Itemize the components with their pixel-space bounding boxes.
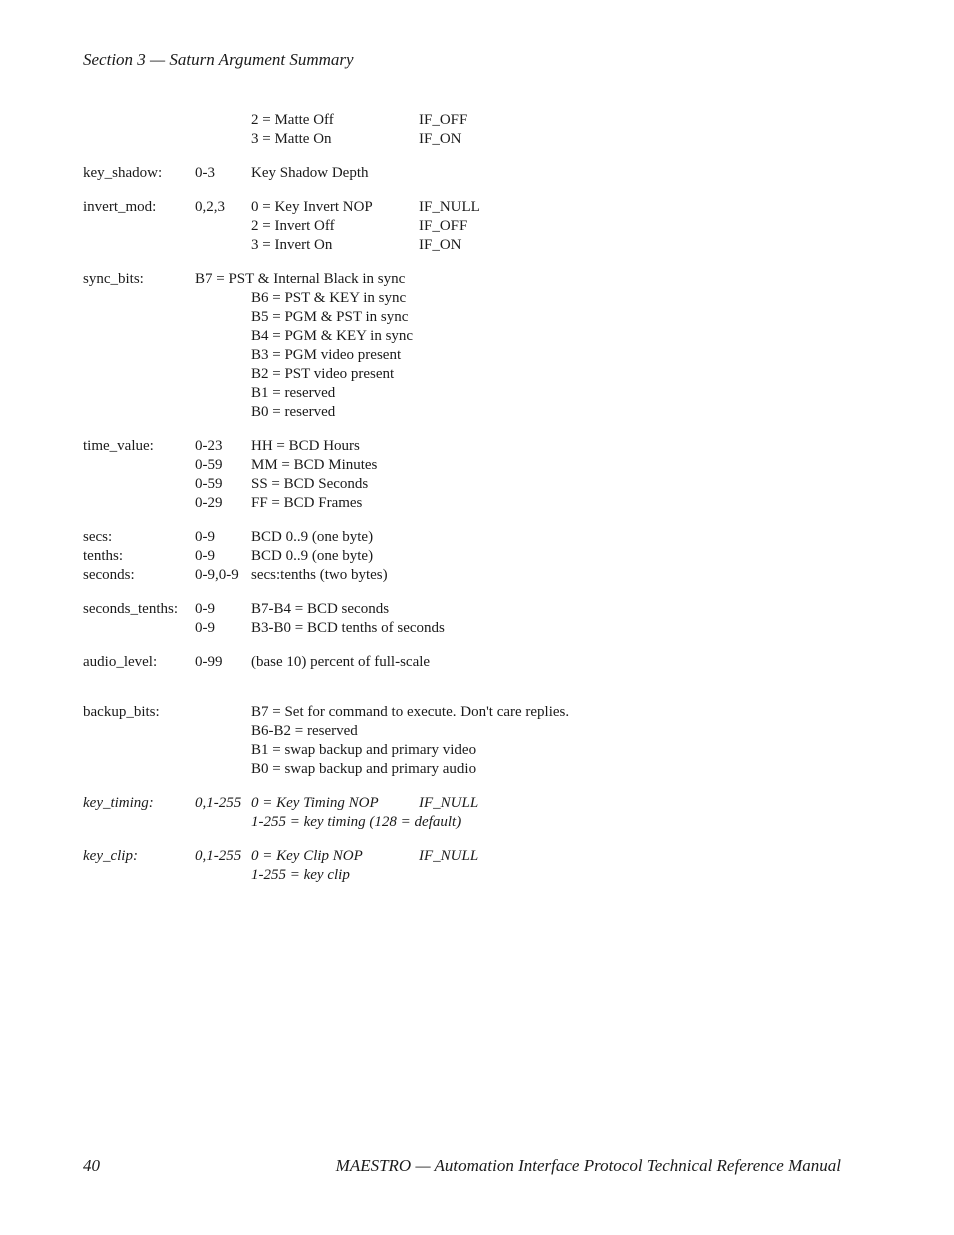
argument-description: MM = BCD Minutes [251,457,378,473]
argument-range: 0-23 [195,438,223,454]
row-spacer [83,422,783,437]
table-row [83,327,783,346]
argument-name: key_clip: [83,848,138,864]
argument-name: audio_level: [83,654,158,670]
argument-name: secs: [83,529,113,545]
argument-description: 0 = Key Invert NOP [251,199,373,215]
row-spacer [83,638,783,653]
table-row [83,600,783,619]
table-row [83,365,783,384]
argument-description: 3 = Invert On [251,237,333,253]
argument-range: 0-29 [195,495,223,511]
argument-description: Key Shadow Depth [251,165,369,181]
argument-range: 0,1-255 [195,795,242,811]
argument-description: 0 = Key Timing NOP [251,795,379,811]
argument-name: invert_mod: [83,199,157,215]
argument-description: 0 = Key Clip NOP [251,848,363,864]
row-spacer [83,585,783,600]
argument-range: 0,1-255 [195,848,242,864]
argument-description: B6-B2 = reserved [251,723,358,739]
argument-description: B3 = PGM video present [251,347,402,363]
argument-description: B7-B4 = BCD seconds [251,601,390,617]
argument-constant: IF_ON [419,131,462,147]
argument-name: seconds: [83,567,135,583]
table-row [83,308,783,327]
argument-description: B1 = reserved [251,385,336,401]
table-row [83,384,783,403]
argument-name: key_shadow: [83,165,163,181]
argument-range: 0-59 [195,457,223,473]
argument-range: 0-59 [195,476,223,492]
argument-description: HH = BCD Hours [251,438,360,454]
argument-name: time_value: [83,438,154,454]
row-spacer [83,149,783,164]
argument-description: B7 = Set for command to execute. Don't care replies. [251,704,570,720]
table-row [83,198,783,217]
argument-range: 0-9 [195,529,215,545]
argument-constant: IF_NULL [419,199,480,215]
argument-description: 3 = Matte On [251,131,332,147]
table-row [83,703,783,722]
argument-summary-table [83,111,783,885]
table-row [83,866,783,885]
row-spacer [83,183,783,198]
page-footer [83,1156,841,1178]
table-row [83,475,783,494]
table-row [83,794,783,813]
row-spacer [83,779,783,794]
argument-description: secs:tenths (two bytes) [251,567,388,583]
argument-name: sync_bits: [83,271,144,287]
table-row [83,437,783,456]
table-row [83,494,783,513]
argument-description: 1-255 = key clip [251,867,350,883]
argument-description: B0 = reserved [251,404,336,420]
table-row [83,289,783,308]
table-row [83,130,783,149]
argument-range: 0,2,3 [195,199,225,215]
table-row [83,403,783,422]
argument-name: seconds_tenths: [83,601,178,617]
section-header: Section 3 — Saturn Argument Summary [83,50,354,69]
argument-description: B4 = PGM & KEY in sync [251,328,414,344]
table-row [83,847,783,866]
argument-description: FF = BCD Frames [251,495,363,511]
argument-description: B1 = swap backup and primary video [251,742,477,758]
table-row [83,236,783,255]
argument-description: B2 = PST video present [251,366,395,382]
table-row [83,566,783,585]
table-row [83,722,783,741]
table-row [83,547,783,566]
argument-range: 0-3 [195,165,215,181]
page-number: 40 [83,1156,100,1175]
table-row [83,270,783,289]
argument-description: B6 = PST & KEY in sync [251,290,407,306]
argument-description: (base 10) percent of full-scale [251,654,431,670]
row-spacer [83,832,783,847]
table-row [83,164,783,183]
table-row [83,760,783,779]
argument-description: B3-B0 = BCD tenths of seconds [251,620,445,636]
argument-description: B5 = PGM & PST in sync [251,309,409,325]
argument-constant: IF_ON [419,237,462,253]
argument-description: 2 = Matte Off [251,112,334,128]
argument-range: 0-99 [195,654,223,670]
table-row [83,741,783,760]
table-row [83,813,783,832]
row-spacer [83,255,783,270]
argument-range: B7 = PST & Internal Black in sync [195,271,406,287]
argument-name: key_timing: [83,795,154,811]
argument-range: 0-9 [195,548,215,564]
table-row [83,346,783,365]
argument-range: 0-9,0-9 [195,567,239,583]
table-row [83,111,783,130]
argument-description: B0 = swap backup and primary audio [251,761,477,777]
row-spacer [83,513,783,528]
table-row [83,619,783,638]
argument-description: 2 = Invert Off [251,218,335,234]
argument-description: BCD 0..9 (one byte) [251,529,374,545]
argument-constant: IF_NULL [419,795,479,811]
argument-range: 0-9 [195,620,215,636]
argument-name: backup_bits: [83,704,160,720]
argument-constant: IF_OFF [419,218,468,234]
argument-description: BCD 0..9 (one byte) [251,548,374,564]
manual-title: MAESTRO — Automation Interface Protocol Technical Reference Manual [335,1156,841,1175]
argument-range: 0-9 [195,601,215,617]
table-row [83,653,783,672]
argument-description: SS = BCD Seconds [251,476,369,492]
table-row [83,217,783,236]
argument-name: tenths: [83,548,123,564]
argument-constant: IF_NULL [419,848,479,864]
row-spacer [83,672,783,703]
table-row [83,528,783,547]
argument-constant: IF_OFF [419,112,468,128]
argument-description: 1-255 = key timing (128 = default) [251,814,462,830]
table-row [83,456,783,475]
